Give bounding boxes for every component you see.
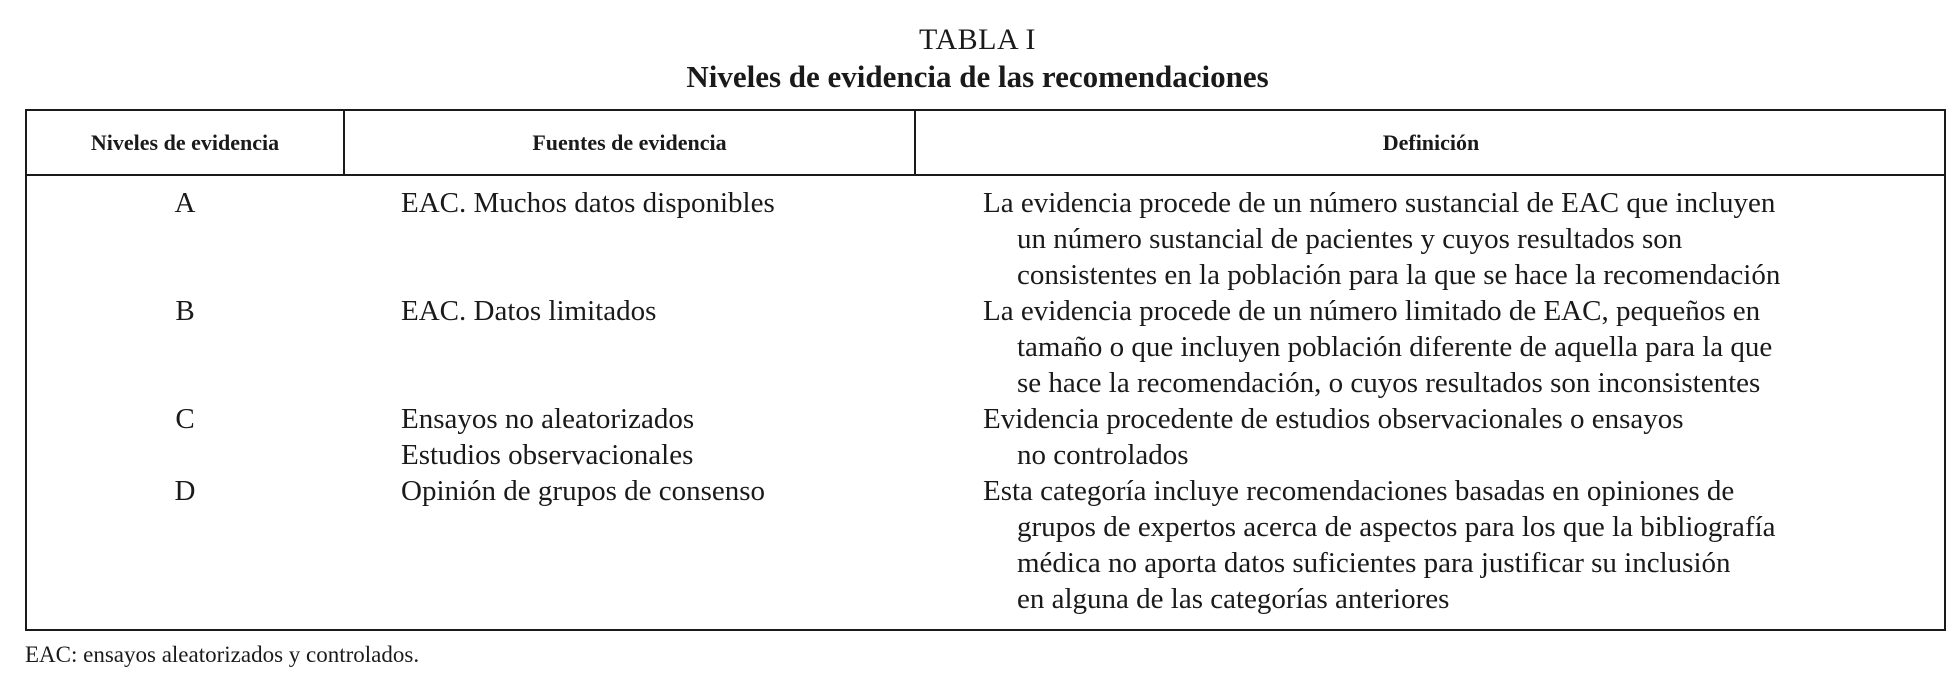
- table-row: [27, 293, 1944, 401]
- definition-line: grupos de expertos acerca de aspectos para los que la bibliografía: [1017, 511, 1776, 543]
- definition-line: en alguna de las categorías anteriores: [1017, 583, 1450, 615]
- table-row: [27, 473, 1944, 617]
- definition-line: La evidencia procede de un número sustancial de EAC que incluyen: [983, 187, 1776, 219]
- header-sources: Fuentes de evidencia: [343, 111, 914, 174]
- definition-line: un número sustancial de pacientes y cuyos resultados son: [1017, 223, 1683, 255]
- source-line: EAC. Datos limitados: [401, 295, 657, 327]
- table-header-row: [27, 111, 1944, 176]
- table-label: TABLA I: [919, 23, 1036, 56]
- level-cell: D: [174, 475, 196, 507]
- table-row: [27, 401, 1944, 473]
- level-cell: A: [174, 187, 196, 219]
- source-line: EAC. Muchos datos disponibles: [401, 187, 775, 219]
- definition-line: La evidencia procede de un número limitado de EAC, pequeños en: [983, 295, 1761, 327]
- definition-line: Esta categoría incluye recomendaciones basadas en opiniones de: [983, 475, 1735, 507]
- definition-line: se hace la recomendación, o cuyos resultados son inconsistentes: [1017, 367, 1761, 399]
- table-body: [27, 185, 1944, 617]
- source-cell: [401, 185, 921, 221]
- definition-line: consistentes en la población para la que se hace la recomendación: [1017, 259, 1781, 291]
- table-caption: [0, 22, 1955, 96]
- header-levels: Niveles de evidencia: [90, 129, 280, 155]
- definition-cell: [983, 293, 1943, 401]
- definition-line: tamaño o que incluyen población diferente de aquella para la que: [1017, 331, 1773, 363]
- source-cell: [401, 401, 921, 473]
- level-cell: B: [175, 295, 195, 327]
- header-definition: Definición: [914, 111, 1946, 174]
- level-cell: C: [175, 403, 195, 435]
- table-title: Niveles de evidencia de las recomendaciones: [686, 59, 1269, 94]
- source-line: Opinión de grupos de consenso: [401, 475, 766, 507]
- definition-line: no controlados: [1017, 439, 1189, 471]
- definition-cell: [983, 401, 1943, 473]
- definition-cell: [983, 473, 1943, 617]
- table-footnote: EAC: ensayos aleatorizados y controlados.: [25, 642, 420, 667]
- source-cell: [401, 473, 921, 509]
- source-line: Estudios observacionales: [401, 439, 694, 471]
- source-line: Ensayos no aleatorizados: [401, 403, 695, 435]
- definition-line: Evidencia procedente de estudios observacionales o ensayos: [983, 403, 1684, 435]
- definition-line: médica no aporta datos suficientes para justificar su inclusión: [1017, 547, 1731, 579]
- evidence-table: [25, 109, 1946, 631]
- table-row: [27, 185, 1944, 293]
- definition-cell: [983, 185, 1943, 293]
- source-cell: [401, 293, 921, 329]
